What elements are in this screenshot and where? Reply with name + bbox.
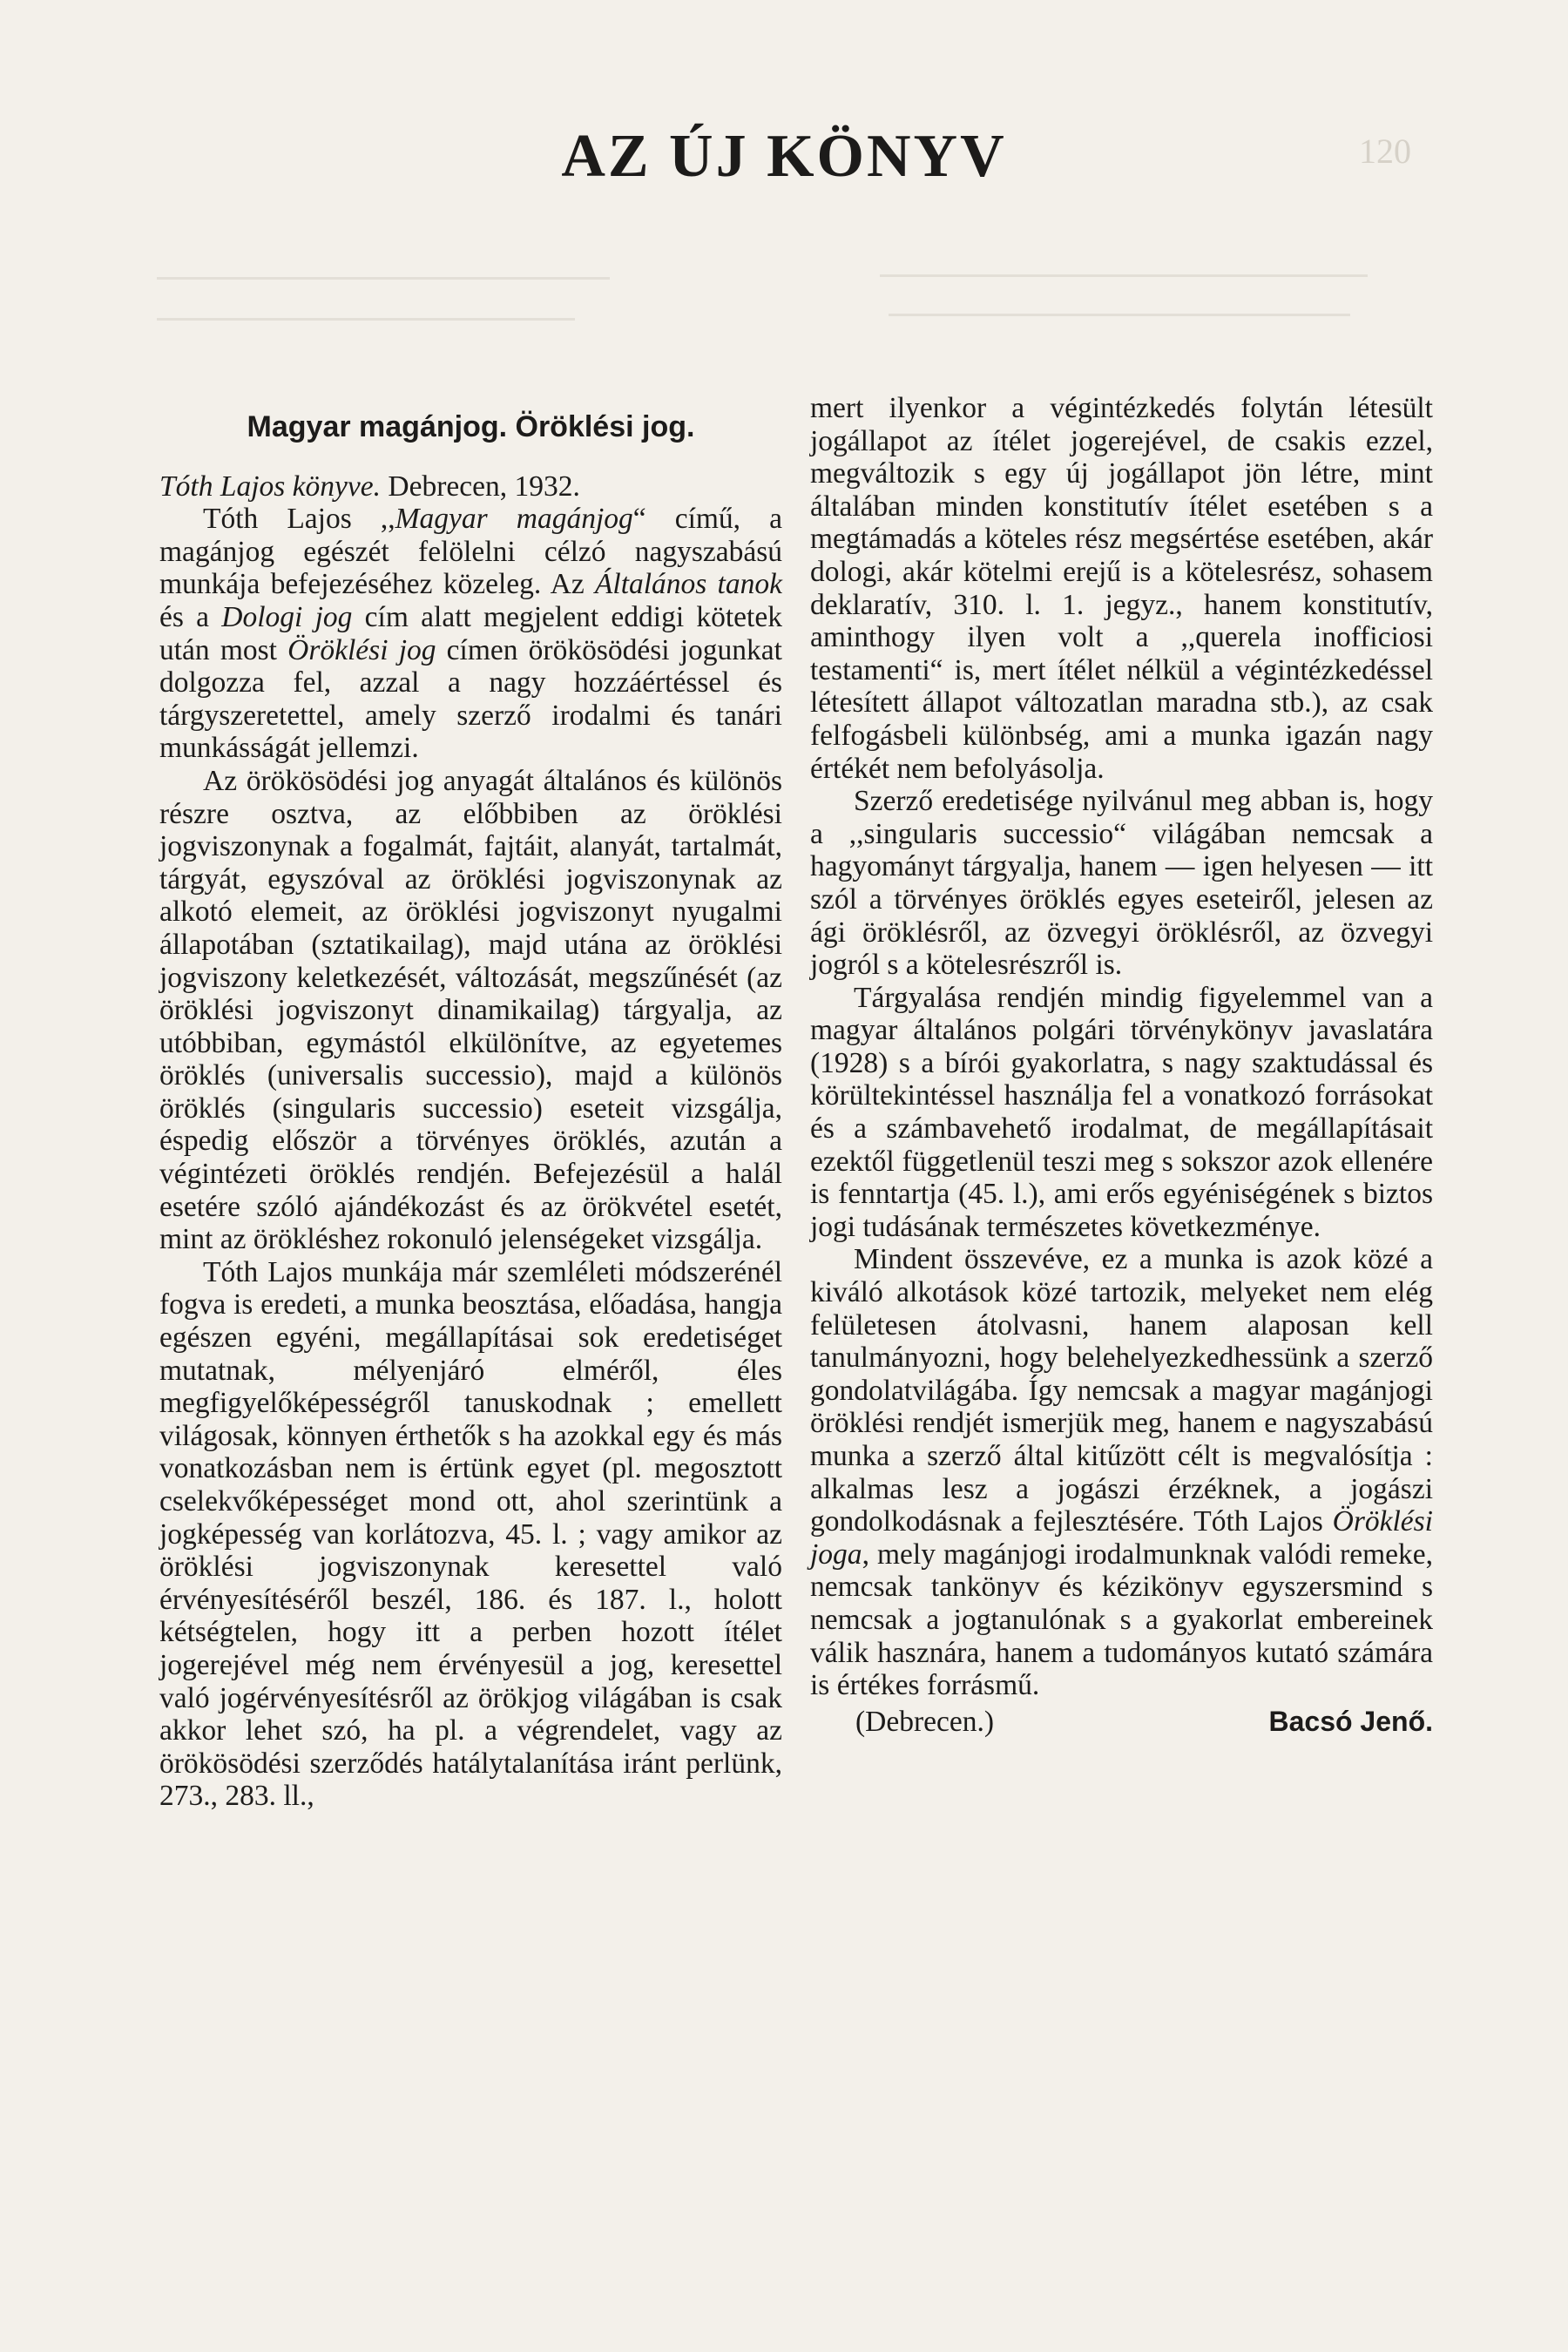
bleed-through-line xyxy=(157,277,610,280)
paragraph-5: Szerző eredetisége nyilvánul meg abban is, hogy a ,,singularis successio“ világában nemcsak a hagyományt tárgyalja, hanem — igen helyesen — itt szól a törvényes öröklés egyes eseteiről, jelesen az ági öröklésről, az özvegyi öröklésről, az özvegyi jogról s a kötelesrészről is. xyxy=(810,785,1433,982)
paragraph-4: mert ilyenkor a végintézkedés folytán létesült jogállapot az ítélet jogerejével, de csakis ezzel, megváltozik s egy új jogállapot jön létre, mint általában minden konstitutív ítélet esetében s a megtámadás a köteles rész megsértése esetében, akár dologi, akár kötelmi erejű is a kötelesrész, sohasem deklaratív, 310. l. 1. jegyz., hanem konstitutív, aminthogy ilyen volt a ,,querela inofficiosi testamenti“ is, mert ítélet nélkül a végintézkedéssel létesített állapot változatlan maradna stb.), az csak felfogásbeli különbség, ami a munka igazán nagy értékét nem befolyásolja. xyxy=(810,392,1433,785)
bleed-through-line xyxy=(880,274,1368,277)
text-run: címen örökösödési jogunkat dolgozza fel, azzal a nagy hozzáértéssel és tárgyszeretettel, amely szerző irodalmi és tanári munkásságát jellemzi. xyxy=(159,633,782,765)
paragraph-3: Tóth Lajos munkája már szemléleti módszerénél fogva is eredeti, a munka beosztása, előadása, hangja egészen egyéni, megállapításai sok eredetiséget mutatnak, mélyenjáró elméről, éles megfigyelőképességről tanuskodnak ; emellett világosak, könnyen érthetők s ha azokkal egy és más vonatkozásban nem is értünk egyet (pl. megosztott cselekvőképességet mond ott, ahol szerintünk a jogképesség van korlátozva, 45. l. ; vagy amikor az öröklési jogviszonynak keresettel való érvényesítéséről beszél, 186. és 187. l., holott kétségtelen, hogy itt a perben hozott ítélet jogerejével még nem érvényesül a jog, keresettel való jogérvényesítésről az örökjog világában is csak akkor lehet szó, ha pl. a végrendelet, vagy az örökösödési szerződés hatálytalanítása iránt perlünk, 273., 283. ll., xyxy=(159,1255,782,1813)
paragraph-6: Tárgyalása rendjén mindig figyelemmel van a magyar általános polgári törvénykönyv javaslatára (1928) s a bírói gyakorlatra, s nagy szaktudással és körültekintéssel használja fel a vonatkozó forrásokat és a számbavehető irodalmat, de megállapításait ezektől függetlenül teszi meg s sokszor azok ellenére is fenntartja (45. l.), ami erős egyéniségének s biztos jogi tudásának természetes következménye. xyxy=(810,981,1433,1243)
signature-place: (Debrecen.) xyxy=(855,1705,995,1738)
paragraph-1 xyxy=(159,503,782,765)
text-run-italic: Magyar magánjog xyxy=(395,503,633,536)
byline-book: Tóth Lajos könyve. xyxy=(159,470,382,503)
text-run: , mely magánjogi irodalmunknak valódi remeke, nemcsak tankönyv és kézikönyv egyszersmind s nemcsak a jogtanulónak s a gyakorlat embereinek válik hasznára, hanem a tudományos kutató számára is értékes forrásmű. xyxy=(810,1538,1433,1702)
text-run: “ című, a magánjog egészét felölelni célzó nagyszabású munkája befejezéséhez közeleg. Az xyxy=(159,503,782,601)
paragraph-2: Az örökösödési jog anyagát általános és különös részre osztva, az előbbiben az öröklési jogviszonynak a fogalmát, fajtáit, alanyát, tartalmát, tárgyát, egyszóval az öröklési jogviszonynak az alkotó elemeit, az öröklési jogviszonyt nyugalmi állapotában (sztatikailag), majd utána az öröklési jogviszony keletkezését, változását, megszűnését (az öröklési jogviszonyt dinamikailag) tárgyalja, az utóbbiban, egymástól elkülönítve, az egyetemes öröklés (universalis successio), majd a különös öröklés (singularis successio) eseteit vizsgálja, éspedig először a törvényes öröklés, azután a végintézeti öröklés rendjén. Befejezésül a halál esetére szóló ajándékozást és az örökvétel esetét, mint az örökléshez rokonuló jelenségeket vizsgálja. xyxy=(159,764,782,1256)
text-run: és a xyxy=(159,600,222,633)
text-run-italic: Öröklési jog xyxy=(287,633,436,666)
text-run-italic: Általános tanok xyxy=(594,568,782,601)
review-byline xyxy=(159,470,782,504)
signature-row xyxy=(810,1706,1433,1739)
paragraph-7 xyxy=(810,1243,1433,1701)
right-column xyxy=(810,392,1433,1738)
bleed-through-line xyxy=(157,318,575,321)
signature-author: Bacsó Jenő. xyxy=(1268,1705,1433,1737)
left-column xyxy=(159,392,782,1813)
text-run-italic: Öröklési joga xyxy=(810,1505,1433,1571)
bleed-through-line xyxy=(889,314,1350,316)
bleed-through-page-number: 120 xyxy=(1359,132,1411,171)
text-run-italic: Dologi jog xyxy=(221,600,353,633)
review-heading: Magyar magánjog. Öröklési jog. xyxy=(247,410,695,443)
byline-place-year: Debrecen, 1932. xyxy=(381,470,580,503)
text-run: Tóth Lajos ,, xyxy=(203,503,395,536)
text-run: Mindent összevéve, ez a munka is azok közé a kiváló alkotások közé tartozik, melyeket nem elég felületesen átolvasni, hanem alaposan kell tanulmányozni, hogy belehelyezkedhessünk a szerző gondolatvilágába. Így nemcsak a magyar magánjogi öröklési rendjét ismerjük meg, hanem e nagyszabású munka a szerző által kitűzött célt is megvalósítja : alkalmas lesz a jogászi érzéknek, a jogászi gondolkodásnak a fejlesztésére. Tóth Lajos xyxy=(810,1243,1433,1538)
page-title: AZ ÚJ KÖNYV xyxy=(561,123,1007,190)
text-run: cím alatt megjelent eddigi kötetek után most xyxy=(159,600,782,666)
